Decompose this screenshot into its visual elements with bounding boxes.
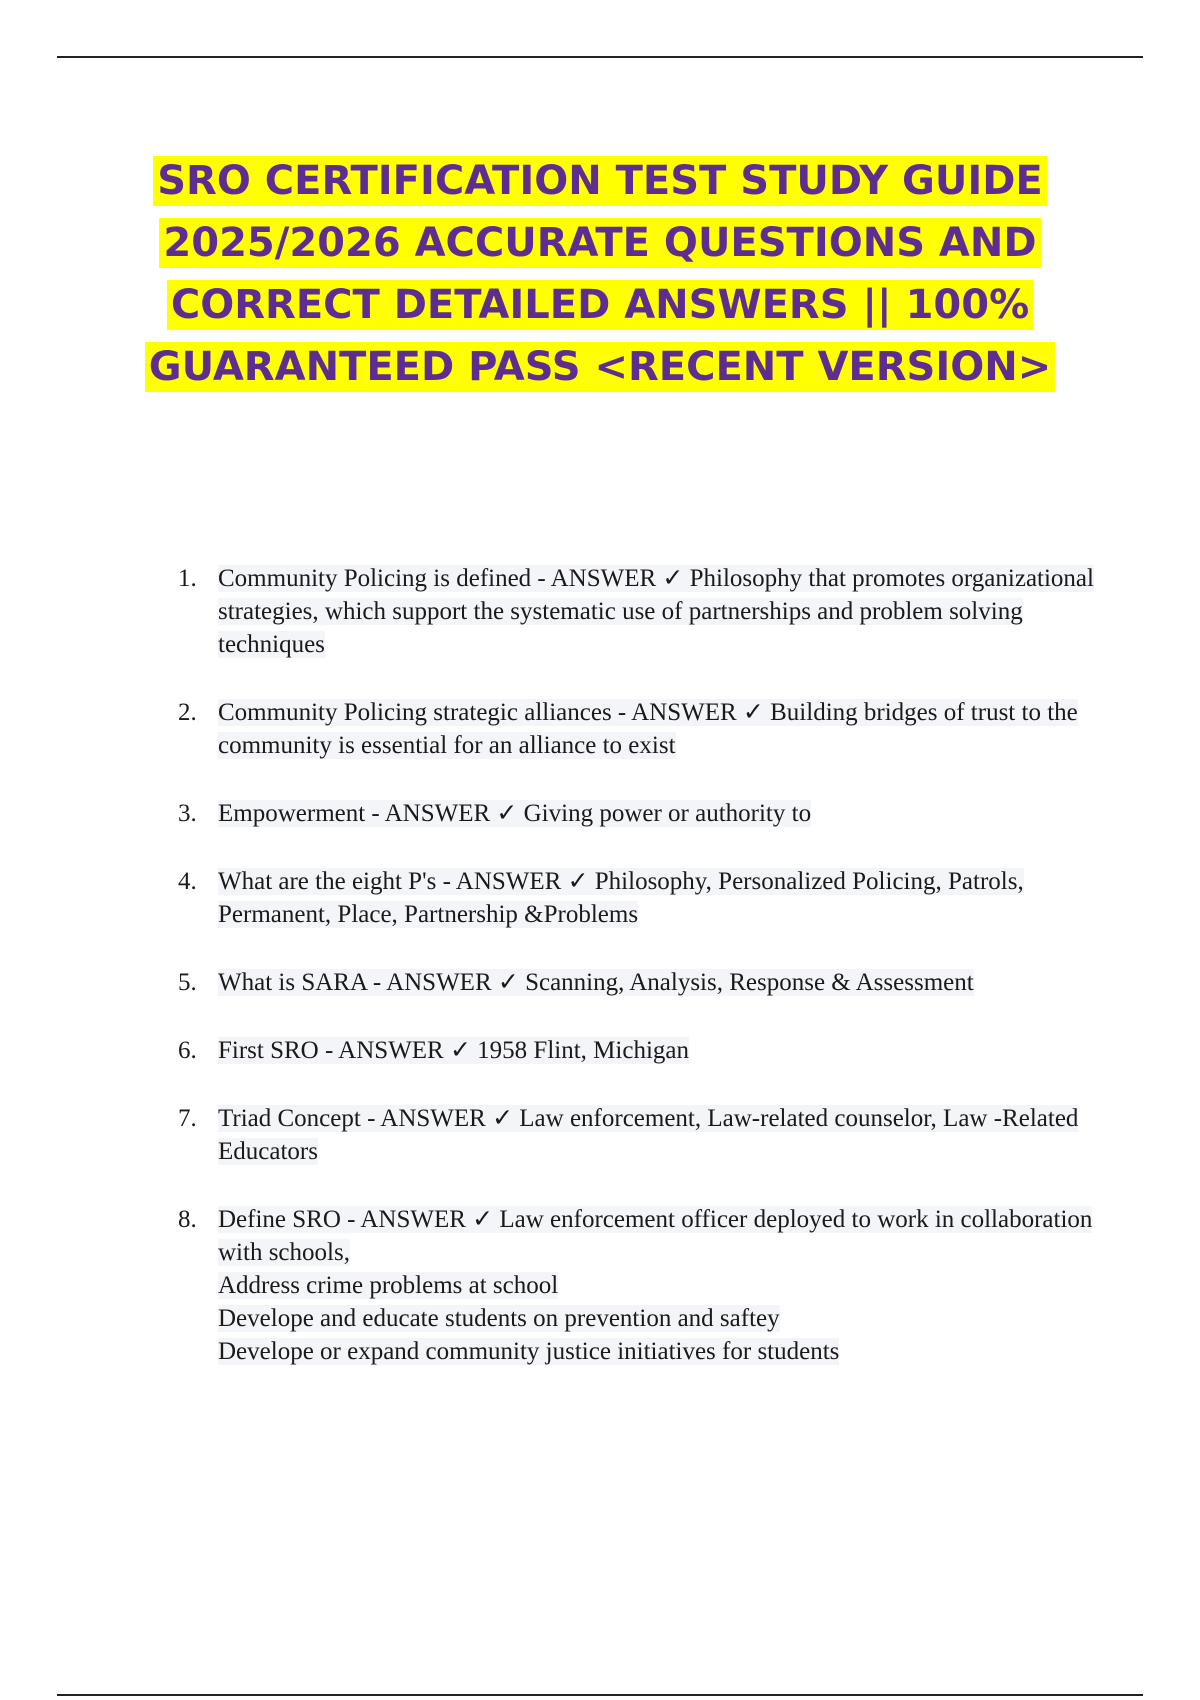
item-text: What is SARA - ANSWER ✓ Scanning, Analysis, Response & Assessment xyxy=(218,969,974,996)
list-item xyxy=(178,797,1108,830)
item-number: 3. xyxy=(178,800,197,827)
item-number: 6. xyxy=(178,1037,197,1064)
qa-list xyxy=(178,562,1108,1403)
list-item xyxy=(178,1102,1108,1168)
item-text: Define SRO - ANSWER ✓ Law enforcement officer deployed to work in collaboration with schools, Address crime problems at school Develope and educate students on prevention and saftey Develope or expand community justice initiatives for students xyxy=(218,1206,1093,1365)
list-item xyxy=(178,696,1108,762)
footer-rule xyxy=(57,1694,1143,1696)
title-highlight: SRO CERTIFICATION TEST STUDY GUIDE 2025/2026 ACCURATE QUESTIONS AND CORRECT DETAILED ANSWERS || 100% GUARANTEED PASS <RECENT VERSION> xyxy=(145,156,1055,392)
item-number: 4. xyxy=(178,868,197,895)
item-number: 8. xyxy=(178,1206,197,1233)
item-text: Empowerment - ANSWER ✓ Giving power or authority to xyxy=(218,800,812,827)
item-number: 7. xyxy=(178,1105,197,1132)
list-item xyxy=(178,966,1108,999)
item-text: Triad Concept - ANSWER ✓ Law enforcement, Law-related counselor, Law -Related Educators xyxy=(218,1105,1079,1165)
item-text: Community Policing is defined - ANSWER ✓ Philosophy that promotes organizational strategies, which support the systematic use of partnerships and problem solving techniques xyxy=(218,565,1094,658)
document-title xyxy=(100,150,1100,398)
item-text: What are the eight P's - ANSWER ✓ Philosophy, Personalized Policing, Patrols, Permanent, Place, Partnership &Problems xyxy=(218,868,1024,928)
item-number: 2. xyxy=(178,699,197,726)
item-number: 1. xyxy=(178,565,197,592)
item-text: Community Policing strategic alliances - ANSWER ✓ Building bridges of trust to the community is essential for an alliance to exist xyxy=(218,699,1078,759)
list-item xyxy=(178,865,1108,931)
item-text: First SRO - ANSWER ✓ 1958 Flint, Michigan xyxy=(218,1037,689,1064)
list-item xyxy=(178,1203,1108,1368)
list-item xyxy=(178,1034,1108,1067)
list-item xyxy=(178,562,1108,661)
header-rule xyxy=(57,56,1143,58)
item-number: 5. xyxy=(178,969,197,996)
